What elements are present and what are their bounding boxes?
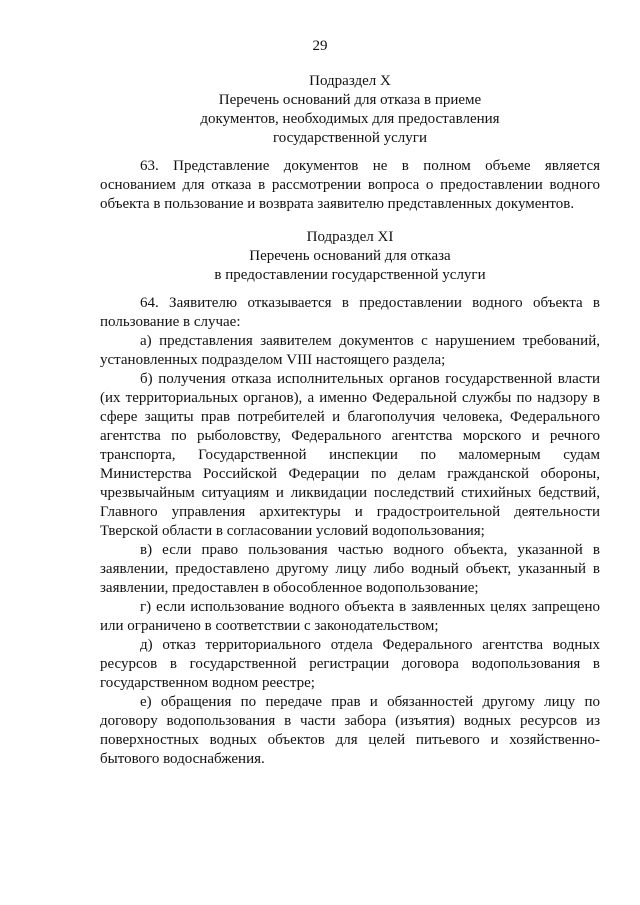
paragraph-64-item-e: е) обращения по передаче прав и обязанностей другому лицу по договору водопользования в части забора (изъятия) водных ресурсов из поверхностных водных объектов для целей питьевого и хозяйственно-бытового водоснабжения. bbox=[100, 694, 600, 767]
paragraph-64-item-a: а) представления заявителем документов с нарушением требований, установленных подразделом VIII настоящего раздела; bbox=[100, 333, 600, 368]
page-number: 29 bbox=[312, 38, 328, 54]
section-xi-line-2: в предоставлении государственной услуги bbox=[214, 267, 486, 283]
paragraph-64-item-g: г) если использование водного объекта в заявленных целях запрещено или ограничено в соответствии с законодательством; bbox=[100, 599, 600, 634]
paragraph-64-item-b: б) получения отказа исполнительных органов государственной власти (их территориальных органов), а именно Федеральной службы по надзору в сфере защиты прав потребителей и благополучия человека, Федерального агентства по рыболовству, Федерального агентства морского и речного транспорта, Государственной инспекции по маломерным судам Министерства Российской Федерации по делам гражданской обороны, чрезвычайным ситуациям и ликвидации последствий стихийных бедствий, Главного управления архитектуры и градостроительной деятельности Тверской области в согласовании условий водопользования; bbox=[100, 371, 600, 539]
section-x-heading bbox=[100, 72, 600, 148]
section-x-line-3: государственной услуги bbox=[273, 130, 427, 146]
paragraph-64-item-d: д) отказ территориального отдела Федерального агентства водных ресурсов в государственной регистрации договора водопользования в государственном водном реестре; bbox=[100, 637, 600, 691]
paragraph-63-block bbox=[100, 157, 600, 214]
paragraph-64-block bbox=[100, 294, 600, 769]
paragraph-63: 63. Представление документов не в полном объеме является основанием для отказа в рассмотрении вопроса о предоставлении водного объекта в пользование и возврата заявителю представленных документов. bbox=[100, 158, 600, 212]
section-x-line-2: документов, необходимых для предоставления bbox=[200, 111, 500, 127]
paragraph-64-item-v: в) если право пользования частью водного объекта, указанной в заявлении, предоставлено другому лицу либо водный объект, указанный в заявлении, предоставлен в обособленное водопользование; bbox=[100, 542, 600, 596]
section-x-title: Подраздел X bbox=[309, 73, 391, 89]
paragraph-64-intro: 64. Заявителю отказывается в предоставлении водного объекта в пользование в случае: bbox=[100, 295, 600, 330]
section-xi-heading bbox=[100, 228, 600, 285]
section-x-line-1: Перечень оснований для отказа в приеме bbox=[218, 92, 482, 108]
section-xi-line-1: Перечень оснований для отказа bbox=[249, 248, 451, 264]
section-xi-title: Подраздел XI bbox=[306, 229, 394, 245]
